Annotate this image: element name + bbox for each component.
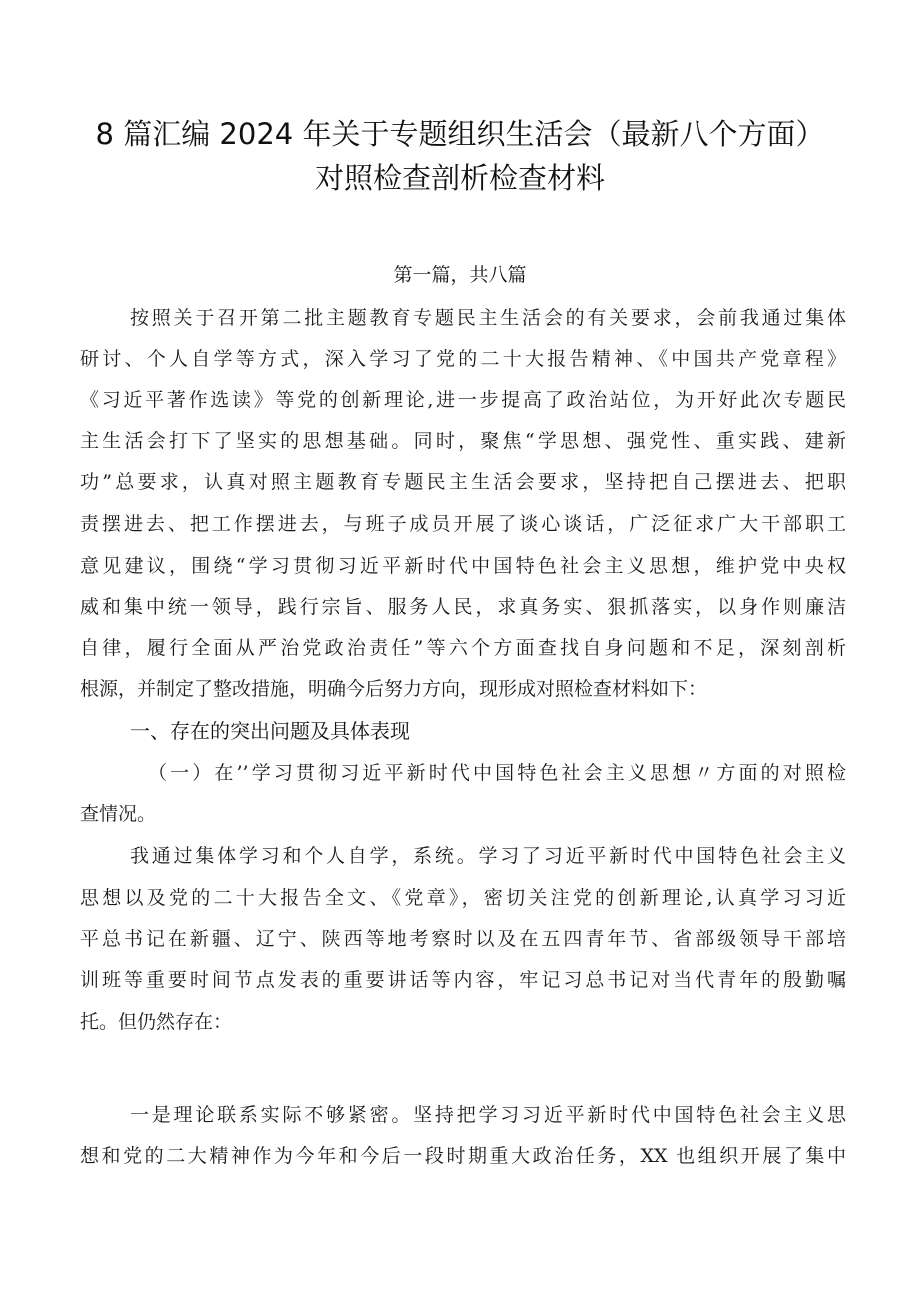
- section-heading-1: 一、存在的突出问题及具体表现: [130, 719, 410, 743]
- paragraph-2-line: 思想以及党的二十大报告全文、《党章》，密切关注党的创新理论,认真学习习近: [80, 887, 846, 909]
- paragraph-2-line: 训班等重要时间节点发表的重要讲话等内容，牢记习总书记对当代青年的殷勤嘱: [80, 969, 846, 991]
- paragraph-1-line: 主生活会打下了坚实的思想基础。同时，聚焦“学思想、强党性、重实践、建新: [80, 430, 846, 452]
- paragraph-1-line: 威和集中统一领导，践行宗旨、服务人民，求真务实、狠抓落实，以身作则廉洁: [80, 596, 846, 618]
- paragraph-1-line: 研讨、个人自学等方式，深入学习了党的二十大报告精神、《中国共产党章程》: [80, 348, 846, 370]
- paragraph-1-line: 意见建议，围绕“学习贯彻习近平新时代中国特色社会主义思想，维护党中央权: [80, 555, 846, 577]
- section-subtitle: 第一篇，共八篇: [393, 264, 527, 286]
- document-title-line-1: 8 篇汇编 2024 年关于专题组织生活会（最新八个方面）: [95, 117, 825, 151]
- paragraph-3-line: 一是理论联系实际不够紧密。坚持把学习习近平新时代中国特色社会主义思: [130, 1104, 846, 1126]
- paragraph-1-line: 按照关于召开第二批主题教育专题民主生活会的有关要求，会前我通过集体: [130, 307, 846, 329]
- paragraph-1-line: 《习近平著作选读》等党的创新理论,进一步提高了政治站位，为开好此次专题民: [80, 389, 846, 411]
- document-title-line-2: 对照检查剖析检查材料: [314, 161, 605, 195]
- subsection-line: （一）在’’学习贯彻习近平新时代中国特色社会主义思想〃方面的对照检: [148, 762, 846, 784]
- paragraph-2-line: 平总书记在新疆、辽宁、陕西等地考察时以及在五四青年节、省部级领导干部培: [80, 928, 846, 950]
- paragraph-1-line: 功”总要求，认真对照主题教育专题民主生活会要求，坚持把自己摆进去、把职: [80, 471, 846, 493]
- subsection-line: 查情况。: [80, 803, 157, 825]
- paragraph-1-line: 根源，并制定了整改措施，明确今后努力方向，现形成对照检查材料如下：: [80, 678, 708, 700]
- paragraph-3-line: 想和党的二大精神作为今年和今后一段时期重大政治任务，XX 也组织开展了集中: [80, 1145, 846, 1167]
- paragraph-2-line: 托。但仍然存在：: [80, 1011, 233, 1033]
- paragraph-1-line: 责摆进去、把工作摆进去，与班子成员开展了谈心谈话，广泛征求广大干部职工: [80, 513, 846, 535]
- paragraph-2-line: 我通过集体学习和个人自学，系统。学习了习近平新时代中国特色社会主义: [130, 845, 846, 867]
- paragraph-1-line: 自律，履行全面从严治党政治责任”等六个方面查找自身问题和不足，深刻剖析: [80, 637, 846, 659]
